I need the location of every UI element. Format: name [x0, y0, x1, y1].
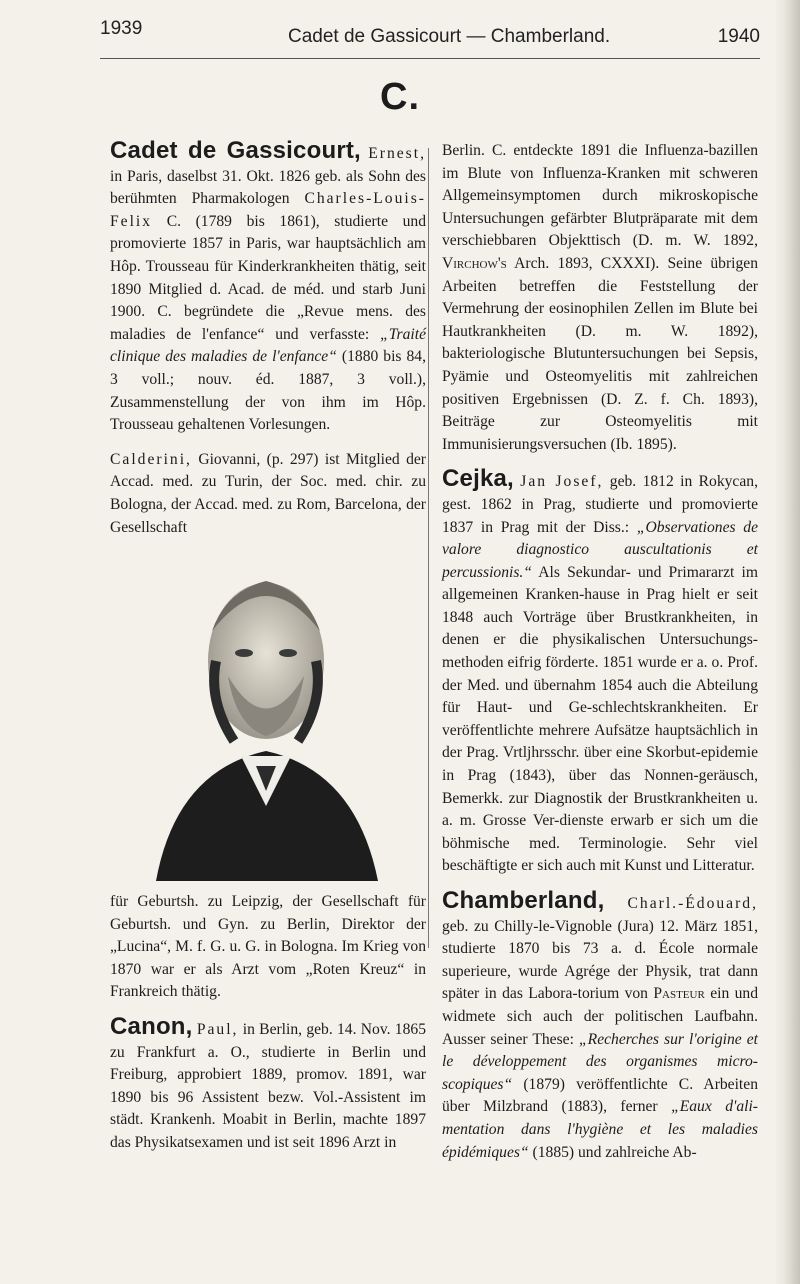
entry-chamberland [442, 887, 759, 1164]
father-name: Charles-Louis-Felix [110, 190, 426, 230]
entry-text: (1879) veröffentlichte C. Arbeiten über Milzbrand (1883), ferner [442, 1075, 758, 1116]
header-rule [100, 58, 760, 59]
work-title: „Traité clinique des maladies de l'enfance“ [110, 325, 426, 366]
given-name-canon: Paul, [196, 1021, 239, 1039]
column-number-right: 1940 [717, 26, 760, 47]
author-ref: Virchow's [442, 254, 507, 272]
entry-text: in Paris, daselbst 31. Okt. 1826 geb. als Sohn des berühmten Pharmakologen [110, 167, 426, 208]
column-number-left: 1939 [100, 18, 143, 39]
entry-text: geb. zu Chilly-le-Vignoble (Jura) 12. März 1851, studierte 1870 bis 73 a. d. École normale superieure, wurde Agrége der Physik, trat dann später in das Labora-torium von [442, 917, 758, 1003]
given-name-cadet: Ernest, [368, 145, 426, 162]
entry-calderini-cont [110, 891, 426, 1004]
author-ref: Pasteur [653, 985, 705, 1003]
headword-canon: Canon, [110, 1013, 193, 1041]
entry-cejka [442, 465, 759, 878]
entry-text: ein und widmete sich auch der politischen Laufbahn. Ausser seiner These: [442, 985, 759, 1048]
headword-calderini: Calderini, [110, 450, 192, 468]
entry-text: (1885) und zahlreiche Ab- [532, 1143, 697, 1161]
page-edge-shadow [774, 0, 800, 1284]
left-column [110, 137, 427, 1167]
entry-text: geb. 1812 in Rokycan, gest. 1862 in Prag, studierte und promovierte 1837 in Prag mit der Diss.: [442, 473, 758, 536]
right-column [442, 140, 758, 1176]
entry-text: Arch. 1893, CXXXI). Seine übrigen Arbeiten betreffen die Feststellung der Vermehrung der eosinophilen Zellen im Blute bei Hautkrankheiten (D. m. W. 1892), bakteriologische Blutuntersuchungen bei Sepsis, Pyämie und Osteomyelitis mit zahlreichen positiven Ergebnissen (D. Z. f. Ch. 1893), Beiträge zur Osteomyelitis mit Immunisierungsversuchen (Ib. 1895). [442, 254, 758, 453]
given-name-chamberland: Charl.-Édouard, [627, 895, 758, 912]
entry-text: in Berlin, geb. 14. Nov. 1865 zu Frankfurt a. O., studierte in Berlin und Freiburg, approbiert 1889, promov. 1891, war 1890 bis 96 Assistent bezw. Vol.-Assistent im städt. Krankenh. Moabit in Berlin, machte 1897 das Physikatsexamen und ist seit 1896 Arzt in [110, 1021, 426, 1152]
entry-text: Als Sekundar- und Primararzt im allgemeinen Kranken-hause in Prag hielt er seit 1848 auch Vorträge über Brustkrankheiten, in denen er die physikalischen Untersuchungs-methoden eifrig förderte. 1851 wurde er a. o. Prof. der Med. und übernahm 1854 auch die Abteilung für Haut- und Ge-schlechtskrankheiten. Er veröffentlichte mehrere Aufsätze hauptsächlich in der Prag. Vrtljhrsschr. über eine Skorbut-epidemie in Prag (1843), über das Nonnen-geräusch, Bemerkk. zur Diagnostik der Brustkrankheiten u. a. m. Grosse Ver-dienste erwarb er sich um die böhmische med. Terminologie. Sehr viel beschäftigte er sich auch mit Kunst und Litteratur. [442, 563, 758, 875]
headword-cadet: Cadet de Gassicourt, [110, 137, 361, 164]
entry-text: C. (1789 bis 1861), studierte und promovierte 1857 in Paris, war hauptsächlich am Hôp. Trousseau für Kinderkrankheiten thätig, seit 1890 Mitglied d. Acad. de méd. und starb Juni 1900. C. begründete die „Revue mens. des maladies de l'enfance“ und verfasste: [110, 212, 427, 343]
given-name-cejka: Jan Josef, [520, 473, 604, 491]
portrait-calderini [116, 551, 416, 881]
section-letter: C. [380, 76, 420, 118]
running-title: Cadet de Gassicourt — Chamberland. [288, 26, 611, 47]
work-title: „Observationes de valore diagnostico auscultationis et percussionis.“ [442, 518, 759, 581]
entry-cadet [110, 137, 427, 437]
entry-text: (1880 bis 84, 3 voll.; nouv. éd. 1887, 3 voll.), Zusammenstellung der von ihm im Hôp. Trousseau gehaltenen Vorlesungen. [110, 348, 427, 434]
headword-cejka: Cejka, [442, 465, 514, 493]
entry-canon-cont [442, 140, 758, 456]
column-divider [428, 148, 429, 948]
work-title: „Eaux d'ali-mentation dans l'hygiène et les maladies épidémiques“ [442, 1098, 758, 1161]
entry-text: Berlin. C. entdeckte 1891 die Influenza-bazillen im Blute von Influenza-Kranken mit schweren Allgemeinsymptomen durch mikroskopische Untersuchungen gefärbter Blutpräparate mit dem verschiebbaren Objekttisch (D. m. W. 1892, [442, 142, 758, 250]
entry-calderini [110, 449, 426, 539]
entry-text: für Geburtsh. zu Leipzig, der Gesellschaft für Geburtsh. und Gyn. zu Berlin, Direktor der „Lucina“, M. f. G. u. G. in Bologna. Im Krieg von 1870 war er als Arzt vom „Roten Kreuz“ in Frankreich thätig. [110, 893, 426, 1001]
entry-text: Giovanni, (p. 297) ist Mitglied der Accad. med. zu Turin, der Soc. med. chir. zu Bologna, der Accad. med. zu Rom, Barcelona, der Gesellschaft [110, 450, 426, 536]
running-header [100, 18, 760, 52]
work-title: „Recherches sur l'origine et le développement des organismes micro-scopiques“ [442, 1030, 759, 1093]
entry-canon [110, 1013, 426, 1155]
headword-chamberland: Chamberland, [442, 887, 605, 914]
